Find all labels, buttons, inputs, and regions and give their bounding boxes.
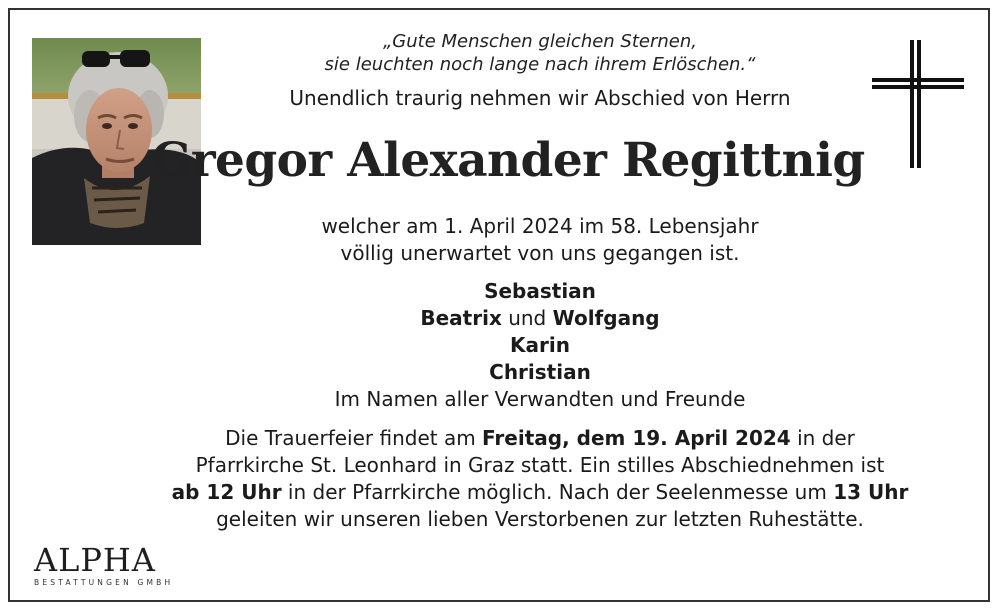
ceremony-text: in der xyxy=(790,426,855,450)
family-member: Christian xyxy=(489,360,591,384)
family-member: Wolfgang xyxy=(552,306,660,330)
memorial-quote xyxy=(130,30,950,76)
death-info xyxy=(130,213,950,267)
ceremony-date: Freitag, dem 19. April 2024 xyxy=(482,426,791,450)
family-closing: Im Namen aller Verwandten und Freunde xyxy=(334,387,746,411)
family-member: Beatrix xyxy=(420,306,502,330)
ceremony-line-2: Pfarrkirche St. Leonhard in Graz statt. Ein stilles Abschiednehmen ist xyxy=(195,453,885,477)
logo-subtitle: BESTATTUNGEN GMBH xyxy=(34,578,174,587)
family-member: Sebastian xyxy=(484,279,596,303)
logo-wordmark: ALPHA xyxy=(34,541,156,579)
ceremony-line-4: geleiten wir unseren lieben Verstorbenen zur letzten Ruhestätte. xyxy=(216,507,864,531)
intro-text: Unendlich traurig nehmen wir Abschied von Herrn xyxy=(289,86,791,110)
family-list xyxy=(130,278,950,413)
quote-line-1: „Gute Menschen gleichen Sternen, xyxy=(382,31,697,52)
deceased-name: Gregor Alexander Regittnig xyxy=(151,133,865,188)
ceremony-info xyxy=(130,425,950,533)
death-info-line-2: völlig unerwartet von uns gegangen ist. xyxy=(340,241,740,265)
ceremony-line-3 xyxy=(130,479,950,506)
family-joiner: und xyxy=(501,306,553,330)
ceremony-time: ab 12 Uhr xyxy=(171,480,282,504)
ceremony-time: 13 Uhr xyxy=(833,480,909,504)
funeral-home-logo xyxy=(34,543,173,587)
ceremony-line-1 xyxy=(130,425,950,452)
death-info-line-1: welcher am 1. April 2024 im 58. Lebensjahr xyxy=(321,214,759,238)
family-member: Karin xyxy=(510,333,570,357)
quote-line-2: sie leuchten noch lange nach ihrem Erlöschen.“ xyxy=(324,54,756,75)
ceremony-text: in der Pfarrkirche möglich. Nach der Seelenmesse um xyxy=(281,480,834,504)
ceremony-text: Die Trauerfeier findet am xyxy=(225,426,483,450)
